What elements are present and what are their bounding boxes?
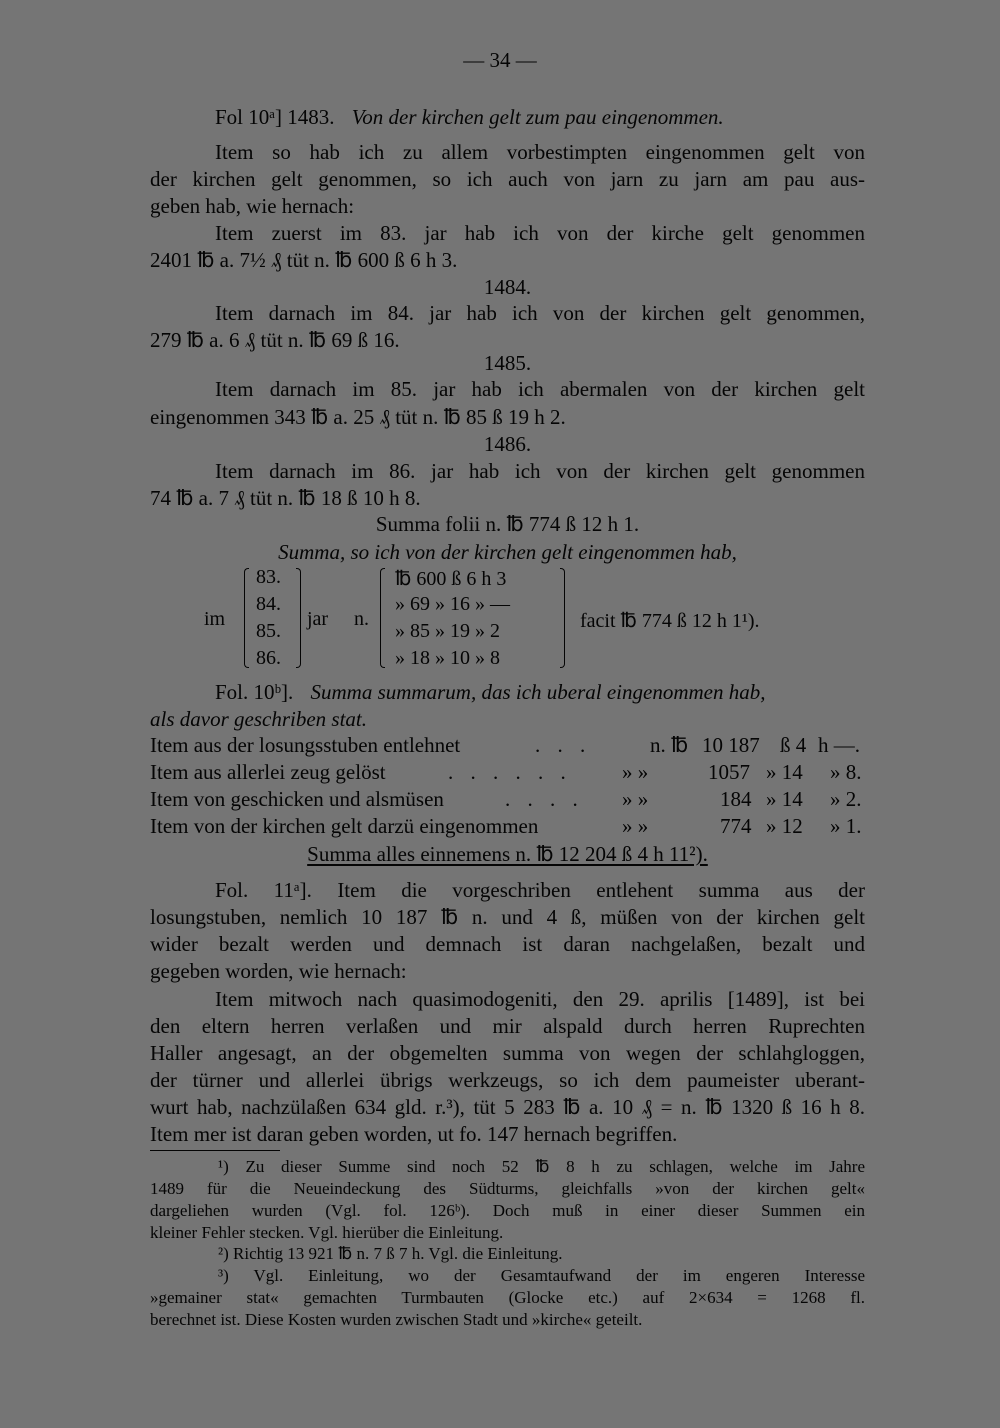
left-brace [380, 568, 385, 668]
entry-1484-line: 279 ℔ a. 6 ₰ tüt n. ℔ 69 ß 16. [150, 328, 400, 352]
row-pounds: 774 [720, 814, 752, 838]
paragraph-line: Item mer ist daran geben worden, ut fo. 147 hernach begriffen. [150, 1122, 678, 1146]
intro-line: der kirchen gelt genommen, so ich auch von jarn zu jarn am pau aus- [150, 167, 865, 191]
row-leader: . . . [535, 733, 592, 757]
summa-heading: Summa, so ich von der kirchen gelt eingenommen hab, [278, 540, 737, 564]
row-shillings: » 14 [766, 787, 803, 811]
table-year: 83. [256, 566, 281, 588]
footnote-line: dargeliehen wurden (Vgl. fol. 126ᵇ). Doch muß in einer dieser Summen ein [150, 1201, 865, 1220]
summa-alles [150, 841, 865, 867]
summa-alles-text: Summa alles einnemens n. ℔ 12 204 ß 4 h 11²). [307, 842, 708, 866]
row-leader: . . . . [505, 787, 584, 811]
summa-folii: Summa folii n. ℔ 774 ß 12 h 1. [375, 512, 640, 536]
entry-1486-line: 74 ℔ a. 7 ₰ tüt n. ℔ 18 ß 10 h 8. [150, 486, 421, 510]
footnote-line: »gemainer stat« gemachten Turmbauten (Glocke etc.) auf 2×634 = 1268 fl. [150, 1288, 865, 1307]
row-label: Item von der kirchen gelt darzü eingenommen [150, 814, 539, 838]
footnote-line: ²) Richtig 13 921 ℔ n. 7 ß 7 h. Vgl. die Einleitung. [218, 1244, 563, 1263]
row-shillings: » 12 [766, 814, 803, 838]
table-n: n. [354, 608, 369, 630]
entry-1484-line: Item darnach im 84. jar hab ich von der kirchen gelt genommen, [215, 301, 865, 325]
row-heller: h —. [818, 733, 860, 757]
table-facit: facit ℔ 774 ß 12 h 1¹). [580, 610, 760, 632]
footnote-line: berechnet ist. Diese Kosten wurden zwischen Stadt und »kirche« geteilt. [150, 1310, 643, 1329]
entry-1483-line: 2401 ℔ a. 7½ ₰ tüt n. ℔ 600 ß 6 h 3. [150, 248, 458, 272]
row-unit: n. ℔ [650, 733, 689, 757]
folio-11a-line: losungstuben, nemlich 10 187 ℔ n. und 4 ß, müßen von der kirchen gelt [150, 905, 865, 929]
row-unit: » » [622, 760, 649, 784]
folio-10b-heading [215, 679, 865, 705]
table-amount: » 69 » 16 » — [395, 593, 510, 615]
row-pounds: 10 187 [702, 733, 760, 757]
entry-1486-line: Item darnach im 86. jar hab ich von der kirchen gelt genommen [215, 459, 865, 483]
entry-1483-line: Item zuerst im 83. jar hab ich von der kirche gelt genommen [215, 221, 865, 245]
footnote-line: kleiner Fehler stecken. Vgl. hierüber die Einleitung. [150, 1223, 504, 1242]
row-pounds: 1057 [708, 760, 750, 784]
row-unit: » » [622, 787, 649, 811]
section-title: Summa summarum, das ich uberal eingenommen hab, [310, 680, 766, 704]
row-shillings: ß 4 [780, 733, 807, 757]
right-brace [560, 568, 565, 668]
row-heller: » 2. [830, 787, 862, 811]
row-label: Item von geschicken und alsmüsen [150, 787, 444, 811]
folio-11a-line: wider bezalt werden und demnach ist daran nachgelaßen, bezalt und [150, 932, 865, 956]
page-number: — 34 — [463, 48, 537, 72]
footnote-line: ³) Vgl. Einleitung, wo der Gesamtaufwand der im engeren Interesse [218, 1266, 865, 1285]
table-amount: » 85 » 19 » 2 [395, 620, 500, 642]
footnote-line: 1489 für die Neueindeckung des Südturms, gleichfalls »von der kirchen gelt« [150, 1179, 865, 1198]
row-heller: » 8. [830, 760, 862, 784]
year-heading-1485: 1485. [483, 351, 532, 375]
table-year: 86. [256, 647, 281, 669]
intro-line: geben hab, wie hernach: [150, 194, 355, 218]
summa-table [150, 566, 865, 672]
year-heading-1486: 1486. [483, 432, 532, 456]
entry-1485-line: eingenommen 343 ℔ a. 25 ₰ tüt n. ℔ 85 ß 19 h 2. [150, 405, 566, 429]
right-brace [296, 568, 301, 668]
paragraph-line: den eltern herren verlaßen und mir alspald durch herren Ruprechten [150, 1014, 865, 1038]
row-heller: » 1. [830, 814, 862, 838]
entry-1485-line: Item darnach im 85. jar hab ich abermalen von der kirchen gelt [215, 377, 865, 401]
folio-ref: Fol. 10ᵇ]. [215, 680, 294, 704]
year-heading-1484: 1484. [483, 275, 532, 299]
table-jar: jar [307, 608, 329, 630]
table-year: 85. [256, 620, 281, 642]
row-leader: . . . . . . [448, 760, 572, 784]
row-pounds: 184 [720, 787, 752, 811]
paragraph-line: wurt hab, nachzülaßen 634 gld. r.³), tüt 5 283 ℔ a. 10 ₰ = n. ℔ 1320 ß 16 h 8. [150, 1095, 865, 1119]
paragraph-line: Item mitwoch nach quasimodogeniti, den 29. aprilis [1489], ist bei [215, 987, 865, 1011]
table-amount: ℔ 600 ß 6 h 3 [395, 568, 507, 590]
folio-11a-line: Fol. 11ᵃ]. Item die vorgeschriben entlehent summa aus der [215, 878, 865, 902]
table-amount: » 18 » 10 » 8 [395, 647, 500, 669]
summary-row [150, 787, 865, 813]
row-unit: » » [622, 814, 649, 838]
folio-ref: Fol 10ᵃ] 1483. [215, 105, 335, 129]
left-brace [244, 568, 249, 668]
footnote-line: ¹) Zu dieser Summe sind noch 52 ℔ 8 h zu schlagen, welche im Jahre [218, 1157, 865, 1176]
row-label: Item aus der losungsstuben entlehnet [150, 733, 461, 757]
summary-row [150, 760, 865, 786]
summary-row [150, 733, 865, 759]
folio-11a-line: gegeben worden, wie hernach: [150, 959, 407, 983]
paragraph-line: Haller angesagt, an der obgemelten summa von wegen der schlahgloggen, [150, 1041, 865, 1065]
row-shillings: » 14 [766, 760, 803, 784]
intro-line: Item so hab ich zu allem vorbestimpten eingenommen gelt von [215, 140, 865, 164]
table-im: im [204, 608, 226, 630]
summary-row [150, 814, 865, 840]
paragraph-line: der türner und allerlei übrigs werkzeugs, so ich dem paumeister uberant- [150, 1068, 865, 1092]
folio-10a-heading [215, 104, 865, 130]
row-label: Item aus allerlei zeug gelöst [150, 760, 386, 784]
table-year: 84. [256, 593, 281, 615]
footnote-rule [150, 1150, 280, 1151]
section-title: Von der kirchen gelt zum pau eingenommen. [351, 105, 724, 129]
section-title-continued: als davor geschriben stat. [150, 707, 367, 731]
